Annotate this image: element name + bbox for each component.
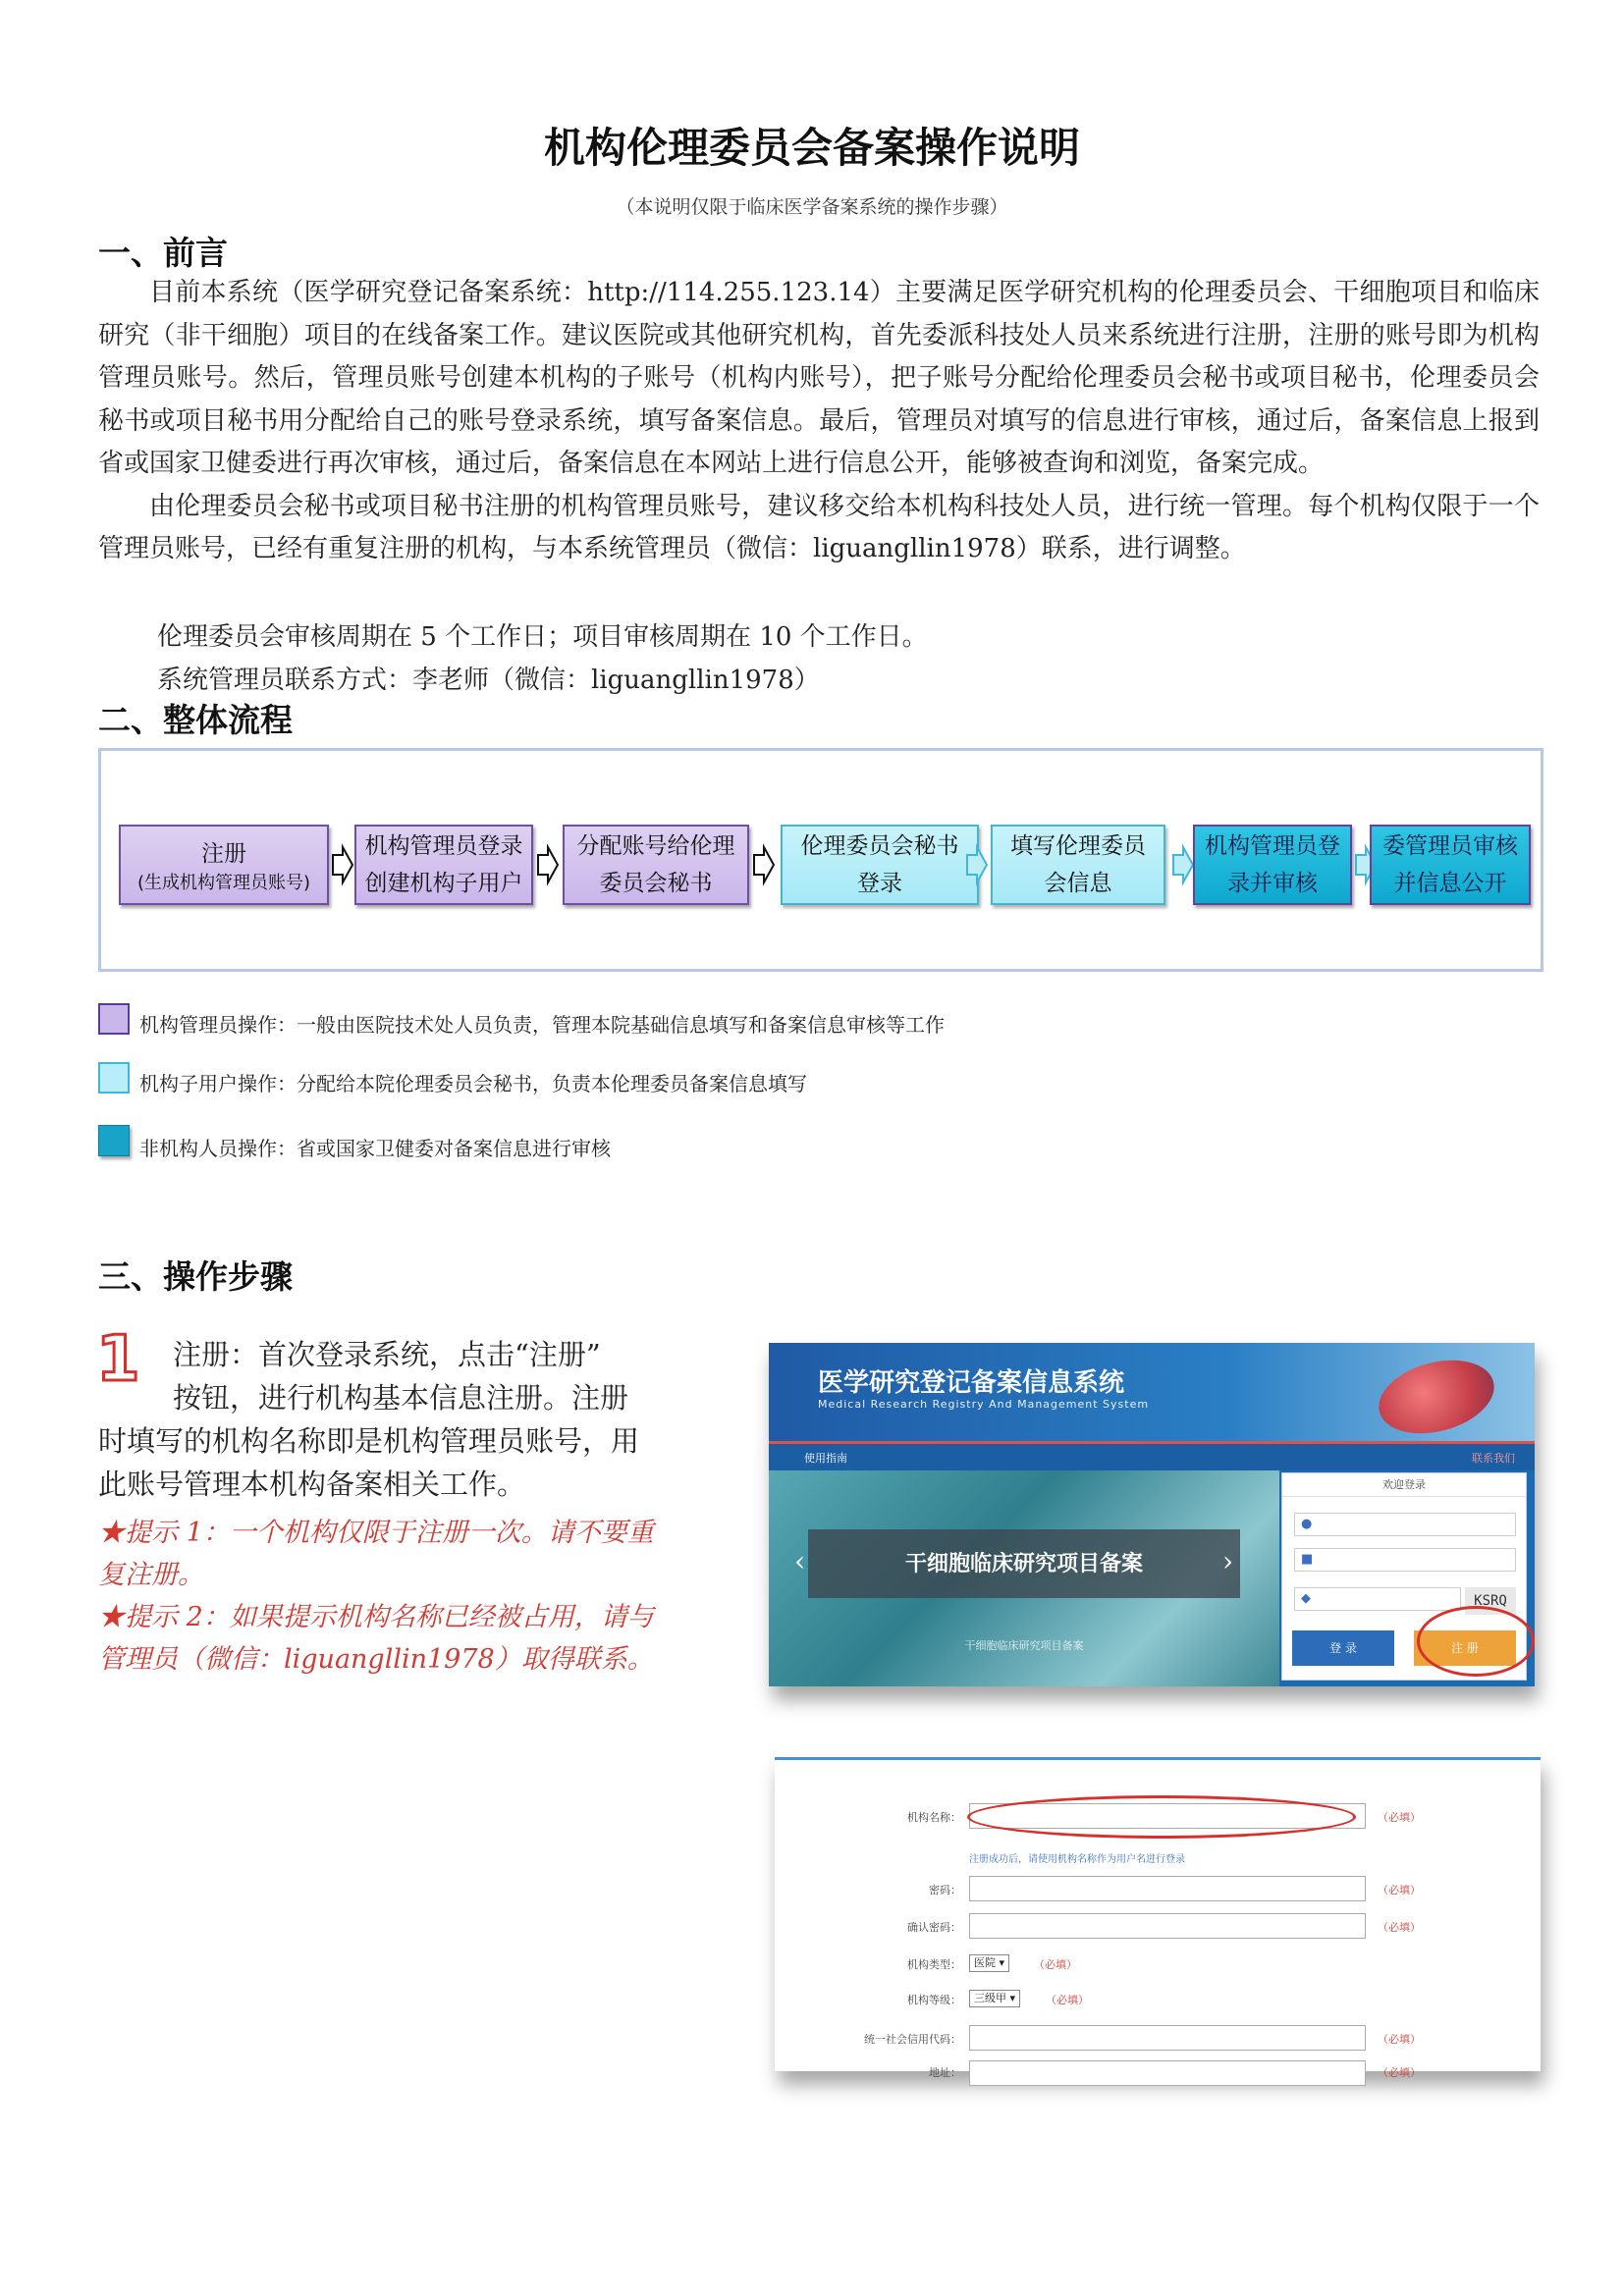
flow-step-label: 录并审核	[1227, 871, 1318, 896]
flow-diagram	[98, 748, 1543, 972]
flow-step-label: 机构管理员登录	[364, 833, 523, 859]
flow-arrow-icon	[331, 847, 354, 882]
flow-step-sublabel: (生成机构管理员账号)	[136, 873, 311, 893]
document-title: 机构伦理委员会备案操作说明	[543, 124, 1080, 172]
carousel-next-icon[interactable]: ›	[1222, 1545, 1234, 1577]
field-label-org-level: 机构等级：	[907, 1994, 961, 2006]
nav-contact-link[interactable]: 联系我们	[1472, 1452, 1515, 1465]
legend-subuser-text: 机构子用户操作：分配给本院伦理委员会秘书，负责本伦理委员备案信息填写	[139, 1072, 807, 1095]
legend-swatch-admin	[98, 1003, 130, 1035]
review-period-text: 伦理委员会审核周期在 5 个工作日；项目审核周期在 10 个工作日。	[157, 622, 928, 652]
field-label-credit-code: 统一社会信用代码：	[864, 2033, 961, 2046]
field-label-address: 地址：	[929, 2066, 961, 2079]
flow-arrow-icon	[965, 847, 989, 882]
flow-step-admin-login	[354, 825, 533, 905]
tip-2	[98, 1596, 727, 1681]
tip-2-line: ★提示 2：如果提示机构名称已经被占用，请与	[98, 1602, 654, 1632]
login-title: 欢迎登录	[1282, 1473, 1526, 1497]
flow-step-label: 并信息公开	[1393, 871, 1507, 896]
address-input[interactable]	[969, 2060, 1366, 2086]
required-mark: （必填）	[1378, 2066, 1421, 2079]
flow-step-secretary-login	[781, 825, 979, 905]
step-number-badge: 1	[96, 1323, 140, 1396]
captcha-image[interactable]: KSRQ	[1465, 1587, 1516, 1615]
password-input[interactable]	[1294, 1548, 1516, 1572]
nav-bar	[769, 1441, 1535, 1470]
field-label-org-type: 机构类型：	[907, 1958, 961, 1971]
login-button[interactable]: 登 录	[1292, 1630, 1394, 1666]
login-page-screenshot	[769, 1343, 1535, 1686]
required-mark: （必填）	[1378, 2033, 1421, 2046]
flow-step-label: 注册	[201, 841, 246, 867]
shield-icon: ◆	[1301, 1591, 1311, 1606]
highlight-circle	[1417, 1606, 1535, 1677]
flow-step-label: 委管理员审核	[1382, 833, 1518, 859]
username-input[interactable]	[1294, 1513, 1516, 1536]
flow-arrow-icon	[536, 847, 560, 882]
tip-1	[98, 1512, 727, 1596]
flow-step-label: 委员会秘书	[599, 871, 713, 896]
required-mark: （必填）	[1378, 1884, 1421, 1896]
preface-paragraph-1: 目前本系统（医学研究登记备案系统：http://114.255.123.14）主要满足医学研究机构的伦理委员会、干细胞项目和临床研究（非干细胞）项目的在线备案工作。建议医院或其他研究机构，首先委派科技处人员来系统进行注册，注册的账号即为机构管理员账号。然后，管理员账号创建本机构的子账号（机构内账号），把子账号分配给伦理委员会秘书或项目秘书，伦理委员会秘书或项目秘书用分配给自己的账号登录系统，填写备案信息。最后，管理员对填写的信息进行审核，通过后，备案信息上报到省或国家卫健委进行再次审核，通过后，备案信息在本网站上进行信息公开，能够被查询和浏览，备案完成。	[98, 278, 1540, 478]
confirm-password-input[interactable]	[969, 1913, 1366, 1939]
highlight-circle	[967, 1795, 1356, 1839]
registration-form-screenshot	[775, 1757, 1541, 2079]
nav-guide-link[interactable]: 使用指南	[804, 1452, 847, 1465]
tip-2-line: 管理员（微信：liguangllin1978）取得联系。	[98, 1644, 654, 1675]
required-mark: （必填）	[1034, 1958, 1077, 1971]
legend-swatch-external	[98, 1125, 130, 1156]
carousel-banner: 干细胞临床研究项目备案	[808, 1529, 1240, 1598]
legend-admin-text: 机构管理员操作：一般由医院技术处人员负责，管理本院基础信息填写和备案信息审核等工作	[139, 1013, 945, 1037]
step-1-line: 时填写的机构名称即是机构管理员账号，用	[98, 1424, 640, 1458]
step-1-text	[98, 1333, 717, 1506]
carousel-caption: 干细胞临床研究项目备案	[964, 1639, 1084, 1652]
admin-contact-text: 系统管理员联系方式：李老师（微信：liguangllin1978）	[157, 666, 820, 695]
carousel-prev-icon[interactable]: ‹	[794, 1545, 806, 1577]
system-title: 医学研究登记备案信息系统	[818, 1368, 1125, 1398]
system-header	[769, 1343, 1535, 1441]
flow-step-assign-account	[563, 825, 749, 905]
flow-step-label: 伦理委员会秘书	[800, 833, 959, 859]
tip-1-line: ★提示 1：一个机构仅限于注册一次。请不要重	[98, 1518, 654, 1548]
required-mark: （必填）	[1378, 1811, 1421, 1824]
step-1-line: 按钮，进行机构基本信息注册。注册	[173, 1381, 629, 1415]
flow-step-admin-review	[1193, 825, 1352, 905]
required-mark: （必填）	[1378, 1921, 1421, 1934]
flow-arrow-icon	[1171, 847, 1195, 882]
captcha-input[interactable]	[1294, 1587, 1461, 1611]
document-subtitle: （本说明仅限于临床医学备案系统的操作步骤）	[616, 196, 1008, 218]
credit-code-input[interactable]	[969, 2025, 1366, 2051]
field-label-org-name: 机构名称：	[907, 1811, 961, 1824]
register-hint: 注册成功后，请使用机构名称作为用户名进行登录	[969, 1854, 1185, 1865]
tip-1-line: 复注册。	[98, 1560, 204, 1590]
flow-step-label: 分配账号给伦理	[576, 833, 735, 859]
field-label-password: 密码：	[929, 1884, 961, 1896]
flow-step-label: 会信息	[1044, 871, 1112, 896]
flow-step-label: 创建机构子用户	[364, 871, 523, 896]
field-label-confirm-password: 确认密码：	[907, 1921, 961, 1934]
section-heading-preface: 一、前言	[98, 234, 228, 272]
required-mark: （必填）	[1046, 1994, 1089, 2006]
system-subtitle: Medical Research Registry And Management System	[818, 1398, 1150, 1411]
flow-step-label: 机构管理员登	[1205, 833, 1340, 859]
flow-step-commission-review	[1370, 825, 1531, 905]
user-icon: ●	[1301, 1517, 1313, 1531]
org-level-select[interactable]: 三级甲 ▾	[969, 1990, 1020, 2007]
section-heading-steps: 三、操作步骤	[98, 1257, 293, 1296]
legend-external-text: 非机构人员操作：省或国家卫健委对备案信息进行审核	[139, 1137, 611, 1160]
lab-photo-carousel	[769, 1470, 1279, 1686]
flow-step-fill-info	[991, 825, 1165, 905]
legend-swatch-subuser	[98, 1062, 130, 1094]
section-heading-flow: 二、整体流程	[98, 701, 293, 739]
preface-body	[98, 272, 1540, 571]
password-input[interactable]	[969, 1876, 1366, 1901]
step-1-line: 此账号管理本机构备案相关工作。	[98, 1468, 526, 1501]
register-button[interactable]: 注 册	[1414, 1630, 1516, 1666]
flow-step-label: 填写伦理委员	[1010, 833, 1146, 859]
flow-step-label: 登录	[857, 871, 902, 896]
flow-arrow-icon	[752, 847, 776, 882]
lock-icon: ■	[1301, 1552, 1314, 1567]
step-1-line: 注册：首次登录系统，点击“注册”	[173, 1338, 601, 1371]
flow-step-register	[119, 825, 329, 905]
petri-dish-image	[1371, 1349, 1502, 1446]
org-type-select[interactable]: 医院 ▾	[969, 1954, 1009, 1972]
preface-paragraph-2: 由伦理委员会秘书或项目秘书注册的机构管理员账号，建议移交给本机构科技处人员，进行统一管理。每个机构仅限于一个管理员账号，已经有重复注册的机构，与本系统管理员（微信：liguangllin1978）联系，进行调整。	[98, 491, 1540, 563]
